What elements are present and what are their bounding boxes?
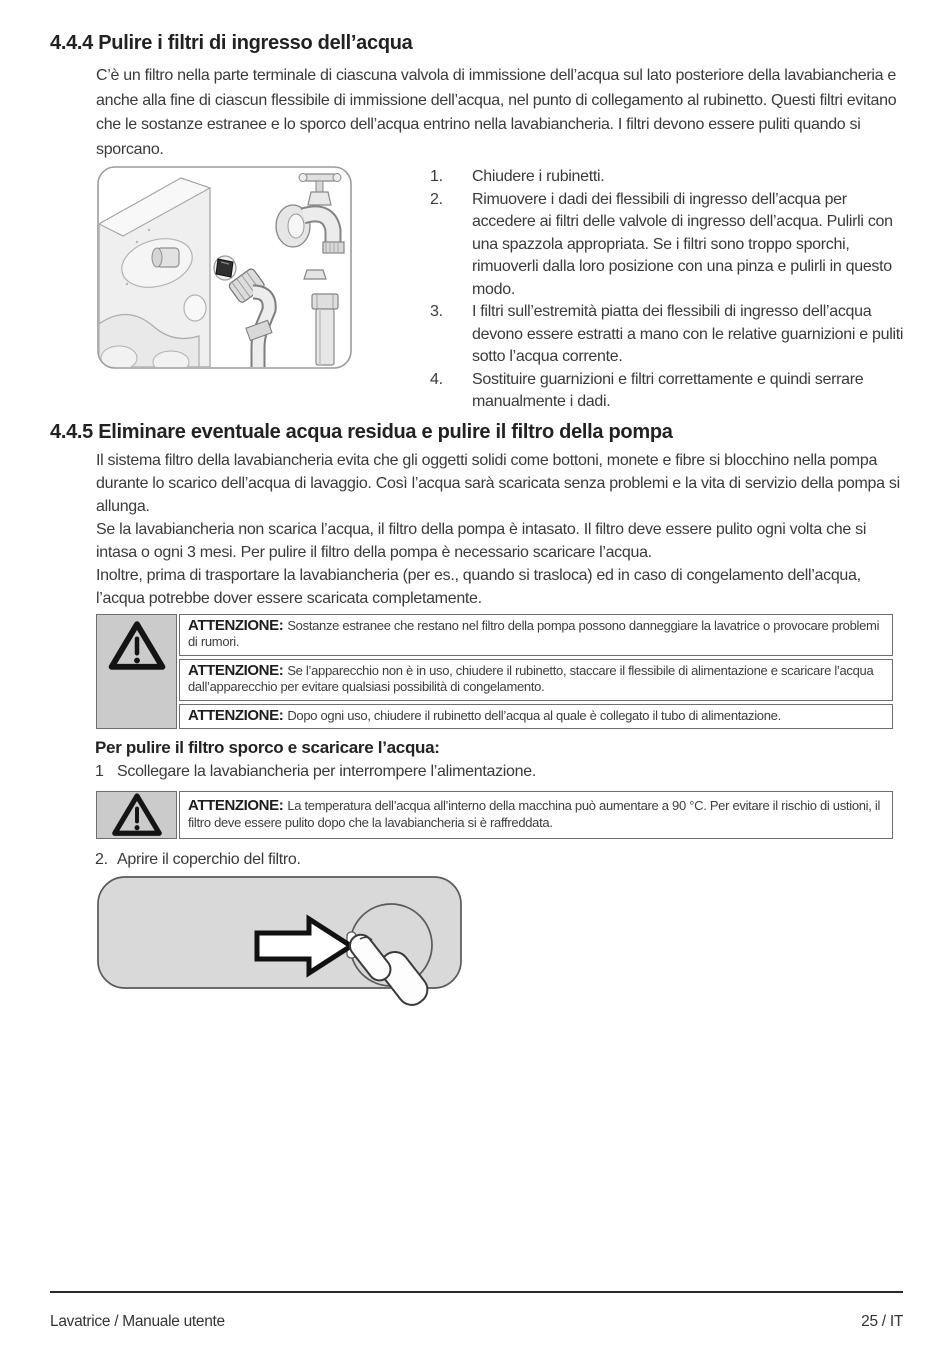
- warning-row: [179, 614, 893, 656]
- warning-row: [179, 704, 893, 730]
- step-text: Aprire il coperchio del filtro.: [117, 851, 301, 868]
- section-444-heading: 4.4.4 Pulire i filtri di ingresso dell’acqua: [50, 32, 413, 54]
- hose-gasket: [304, 270, 326, 279]
- footer-page-number: 25 / IT: [861, 1313, 903, 1330]
- paragraph: Il sistema filtro della lavabiancheria evita che gli oggetti solidi come bottoni, monete e fibre si blocchino nella pompa durante lo scarico dell’acqua di lavaggio. Così l’acqua sarà scaricata senza problemi e la vita di servizio della pompa si allunga.: [96, 451, 900, 515]
- warning-label: ATTENZIONE:: [188, 706, 284, 724]
- list-item: [430, 189, 905, 302]
- list-item: [430, 301, 905, 369]
- warning-text: La temperatura dell’acqua all’interno della macchina può aumentare a 90 °C. Per evitare il rischio di ustioni, il filtro deve essere pulito dopo che la lavabiancheria si è raffreddata.: [188, 798, 881, 830]
- warning-icon-panel: [96, 791, 177, 839]
- warning-text: Dopo ogni uso, chiudere il rubinetto dell’acqua al quale è collegato il tubo di alimentazione.: [287, 707, 781, 723]
- step-text: I filtri sull’estremità piatta dei flessibili di ingresso dell’acqua devono essere estratti a mano con le relative guarnizioni e puliti sotto l’acqua corrente.: [472, 303, 904, 365]
- warning-label: ATTENZIONE:: [188, 661, 284, 679]
- warning-label: ATTENZIONE:: [188, 797, 284, 814]
- warning-label: ATTENZIONE:: [188, 616, 284, 634]
- section-444-figure-and-steps: [97, 166, 905, 414]
- step-number: 1.: [430, 168, 443, 185]
- hose-end-filter: [312, 294, 338, 365]
- footer-document-title: Lavatrice / Manuale utente: [50, 1313, 225, 1330]
- section-444-steps: [430, 166, 905, 414]
- step-number: 4.: [430, 370, 443, 388]
- step-number: 3.: [430, 303, 443, 320]
- warning-triangle-icon: [110, 792, 164, 838]
- step-text: Chiudere i rubinetti.: [472, 168, 605, 185]
- warning-text: Se l’apparecchio non è in uso, chiudere il rubinetto, staccare il flessibile di alimentazione e scaricare l’acqua dall’apparecchio per evitare qualsiasi possibilità di congelamento.: [188, 662, 874, 694]
- step-2: [95, 848, 905, 871]
- paragraph: Se la lavabiancheria non scarica l’acqua, il filtro della pompa è intasato. Il filtro deve essere pulito ogni volta che si intasa o ogni 3 mesi. Per pulire il filtro della pompa è necessario scaricare l’acqua.: [96, 520, 867, 561]
- valve-filter-piece: [214, 256, 236, 280]
- warning-icon-panel: [96, 614, 177, 730]
- step-number: 1: [95, 763, 104, 780]
- filter-cover-figure-wrap: [97, 876, 950, 996]
- inlet-filters-figure: [97, 166, 352, 369]
- section-444-intro: C’è un filtro nella parte terminale di ciascuna valvola di immissione dell’acqua sul lato posteriore della lavabiancheria e anche alla fine di ciascun flessibile di immissione dell’acqua, nel punto di collegamento al rubinetto. Questi filtri evitano che le sostanze estranee e lo sporco dell’acqua entrino nella lavabiancheria. I filtri devono essere puliti quando si sporcano.: [96, 67, 897, 158]
- warning-triangle-icon: [108, 619, 166, 673]
- warning-rows: [179, 791, 893, 839]
- warning-rows: [179, 614, 893, 730]
- step-text: Scollegare la lavabiancheria per interrompere l’alimentazione.: [117, 763, 536, 780]
- warning-box-group-2: [96, 791, 893, 839]
- warning-text: Sostanze estranee che restano nel filtro della pompa possono danneggiare la lavatrice o provocare problemi di rumori.: [188, 617, 880, 649]
- warning-box-group-1: [96, 614, 893, 730]
- step-text: Sostituire guarnizioni e filtri correttamente e quindi serrare manualmente i dadi.: [472, 370, 864, 410]
- list-item: [430, 369, 905, 414]
- section-445: [0, 419, 950, 997]
- step-number: 2.: [430, 190, 443, 208]
- page-footer: [50, 1291, 903, 1331]
- step-number: 2.: [95, 851, 108, 868]
- section-445-heading: 4.4.5 Eliminare eventuale acqua residua e pulire il filtro della pompa: [50, 420, 673, 443]
- step-1: [95, 760, 905, 783]
- list-item: [430, 166, 905, 189]
- warning-row: [179, 791, 893, 839]
- paragraph: Inoltre, prima di trasportare la lavabiancheria (per es., quando si trasloca) ed in caso di congelamento dell’acqua, l’acqua potrebbe dover essere scaricata completamente.: [96, 566, 861, 607]
- filter-cover-figure: [97, 876, 462, 1001]
- warning-row: [179, 659, 893, 701]
- subheading-clean-filter: Per pulire il filtro sporco e scaricare l’acqua:: [95, 738, 440, 757]
- step-text: Rimuovere i dadi dei flessibili di ingresso dell’acqua per accedere ai filtri delle valvole di ingresso dell’acqua. Pulirli con una spazzola appropriata. Se i filtri sono troppo sporchi, rimuoverli dalla loro posizione con una pinza e pulirli in questo modo.: [472, 190, 893, 298]
